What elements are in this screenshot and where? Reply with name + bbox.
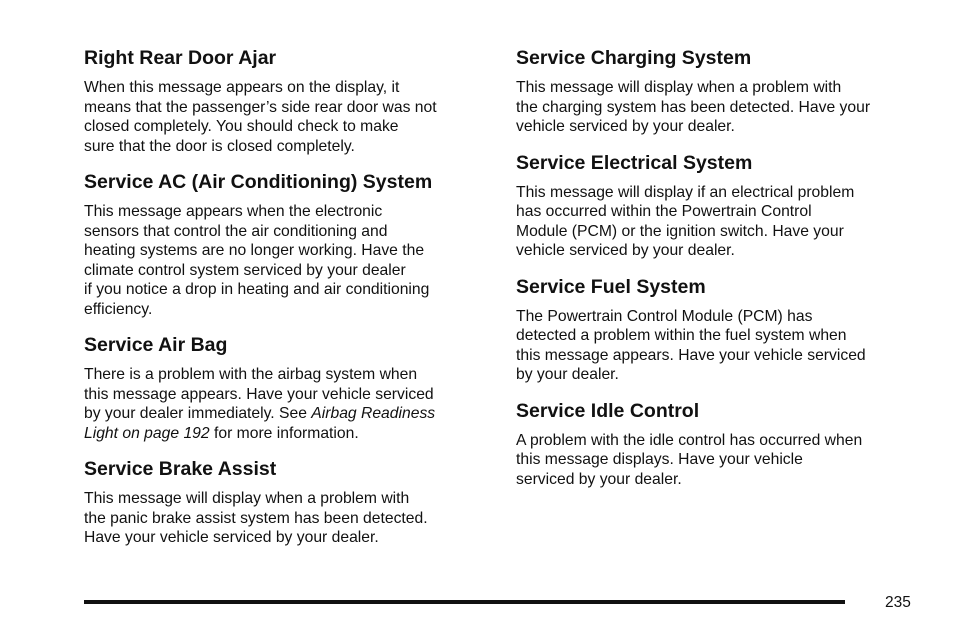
section-service-idle-control — [516, 397, 926, 490]
body-line — [84, 404, 494, 424]
section-heading: Service Fuel System — [516, 275, 706, 298]
section-body — [84, 489, 494, 548]
body-line: This message appears when the electronic — [84, 203, 383, 220]
body-line: climate control system serviced by your dealer — [84, 261, 406, 279]
section-service-fuel-system — [516, 273, 926, 385]
body-line: by your dealer. — [516, 366, 619, 383]
section-heading: Service Air Bag — [84, 334, 228, 356]
body-line: has occurred within the Powertrain Control — [516, 203, 812, 220]
section-body — [84, 365, 494, 443]
section-body — [516, 183, 926, 261]
section-service-ac — [84, 168, 494, 319]
section-body — [84, 78, 494, 156]
body-line: sure that the door is closed completely. — [84, 137, 355, 155]
body-line: if you notice a drop in heating and air conditioning — [84, 281, 430, 298]
body-line: serviced by your dealer. — [516, 470, 682, 488]
body-line: this message displays. Have your vehicle — [516, 451, 803, 468]
section-service-electrical-system — [516, 149, 926, 261]
body-line: There is a problem with the airbag system when — [84, 366, 418, 383]
body-line: Have your vehicle serviced by your dealer. — [84, 529, 379, 546]
page-number: 235 — [885, 594, 911, 611]
body-line: sensors that control the air conditioning and — [84, 222, 388, 240]
body-line: this message appears. Have your vehicle serviced — [84, 385, 434, 403]
body-line: This message will display when a problem with — [84, 490, 410, 507]
section-body — [516, 307, 926, 385]
body-line: closed completely. You should check to make — [84, 118, 399, 135]
section-heading: Service Electrical System — [516, 151, 753, 174]
section-body — [84, 202, 494, 319]
body-line: efficiency. — [84, 300, 153, 318]
body-line: This message will display if an electrical problem — [516, 183, 855, 201]
body-line: the charging system has been detected. Have your — [516, 98, 871, 116]
section-body — [516, 431, 926, 490]
section-heading: Service AC (Air Conditioning) System — [84, 171, 433, 193]
body-line: vehicle serviced by your dealer. — [516, 118, 735, 135]
left-column — [84, 44, 494, 560]
section-heading: Service Brake Assist — [84, 458, 277, 480]
body-line: vehicle serviced by your dealer. — [516, 242, 735, 259]
body-line: Module (PCM) or the ignition switch. Have your — [516, 222, 844, 240]
body-line — [84, 424, 494, 444]
section-body — [516, 78, 926, 137]
body-line: detected a problem within the fuel system when — [516, 327, 847, 344]
section-heading: Right Rear Door Ajar — [84, 47, 277, 69]
section-service-brake-assist — [84, 455, 494, 548]
body-line-text: by your dealer immediately. See — [84, 405, 307, 422]
body-line: heating systems are no longer working. Have the — [84, 242, 425, 259]
right-column — [516, 44, 926, 501]
body-line: The Powertrain Control Module (PCM) has — [516, 307, 813, 325]
section-heading: Service Charging System — [516, 47, 752, 69]
section-service-charging-system — [516, 44, 926, 137]
section-heading: Service Idle Control — [516, 399, 700, 422]
body-line: means that the passenger’s side rear door was not — [84, 98, 437, 116]
cross-reference-link[interactable]: Airbag Readiness — [311, 405, 436, 422]
body-line: this message appears. Have your vehicle serviced — [516, 346, 866, 364]
body-line: A problem with the idle control has occurred when — [516, 431, 863, 449]
footer-rule — [84, 600, 845, 604]
body-line: When this message appears on the display, it — [84, 79, 400, 96]
cross-reference-link-page[interactable]: Light on page 192 — [84, 424, 210, 442]
body-line: the panic brake assist system has been detected. — [84, 509, 428, 527]
section-service-air-bag — [84, 331, 494, 443]
section-right-rear-door-ajar — [84, 44, 494, 156]
body-line-text: for more information. — [209, 424, 359, 442]
body-line: This message will display when a problem with — [516, 79, 842, 96]
